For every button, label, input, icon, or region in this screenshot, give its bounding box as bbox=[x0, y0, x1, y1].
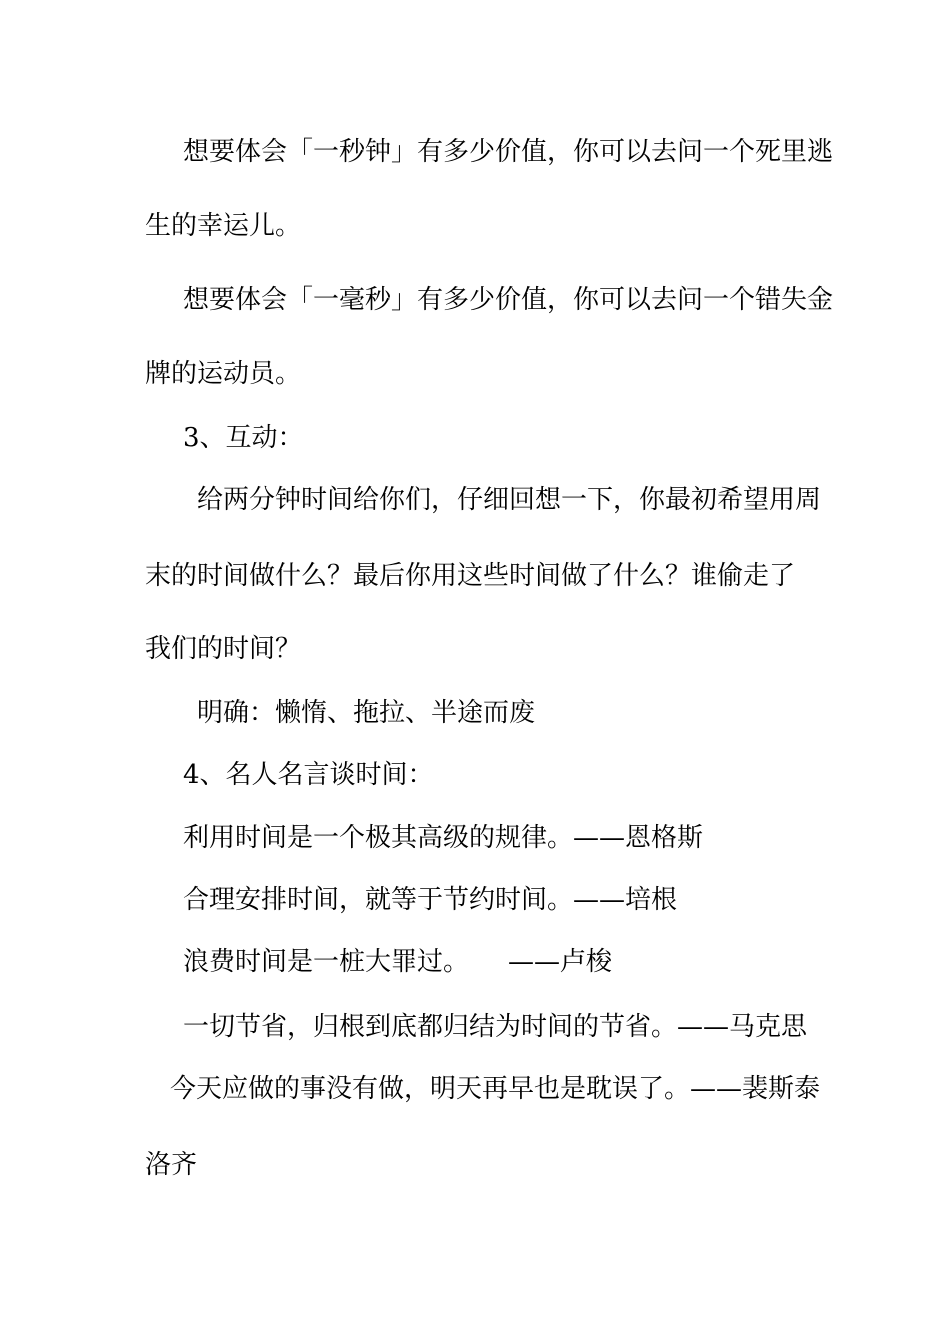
paragraph-line: 牌的运动员。 bbox=[145, 359, 302, 389]
paragraph-line: 给两分钟时间给你们，仔细回想一下，你最初希望用周 bbox=[197, 485, 822, 515]
quote-line: 今天应做的事没有做，明天再早也是耽误了。——裴斯泰 bbox=[170, 1074, 821, 1104]
paragraph-line: 我们的时间？ bbox=[145, 634, 302, 664]
quote-line: 浪费时间是一桩大罪过。 ——卢梭 bbox=[183, 947, 613, 977]
quote-line: 洛齐 bbox=[145, 1150, 198, 1180]
quote-line: 合理安排时间，就等于节约时间。——培根 bbox=[183, 885, 678, 915]
paragraph-line: 想要体会「一毫秒」有多少价值，你可以去问一个错失金 bbox=[183, 285, 834, 315]
paragraph-line: 生的幸运儿。 bbox=[145, 211, 302, 241]
section-heading: 4、名人名言谈时间： bbox=[183, 760, 434, 790]
paragraph-line: 明确：懒惰、拖拉、半途而废 bbox=[197, 698, 536, 728]
quote-line: 一切节省，归根到底都归结为时间的节省。——马克思 bbox=[183, 1012, 808, 1042]
paragraph-line: 末的时间做什么？最后你用这些时间做了什么？谁偷走了 bbox=[145, 561, 796, 591]
section-heading: 3、互动： bbox=[183, 423, 304, 453]
paragraph-line: 想要体会「一秒钟」有多少价值，你可以去问一个死里逃 bbox=[183, 137, 834, 167]
quote-line: 利用时间是一个极其高级的规律。——恩格斯 bbox=[183, 823, 704, 853]
